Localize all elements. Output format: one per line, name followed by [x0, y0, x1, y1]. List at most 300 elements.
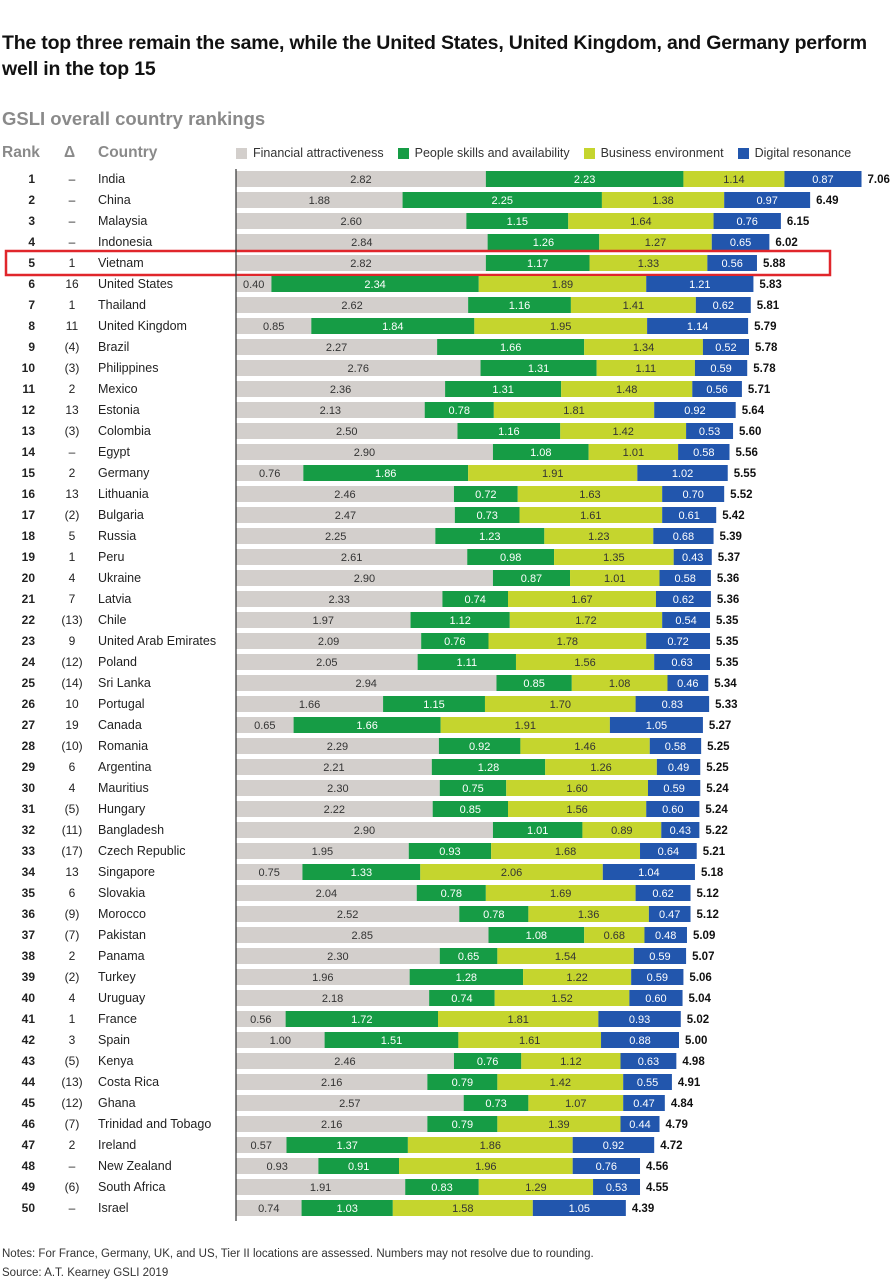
country-label: Sri Lanka	[98, 676, 151, 690]
segment-value-label: 1.86	[479, 1140, 501, 1152]
segment-value-label: 1.16	[498, 426, 520, 438]
segment-value-label: 1.41	[622, 300, 645, 312]
rank-label: 37	[21, 928, 35, 942]
segment-value-label: 2.76	[347, 363, 369, 375]
delta-label: –	[68, 172, 76, 186]
total-value-label: 5.79	[754, 321, 777, 333]
segment-value-label: 1.11	[456, 657, 478, 669]
rank-label: 38	[21, 949, 35, 963]
segment-value-label: 1.01	[622, 447, 645, 459]
segment-value-label: 0.62	[652, 888, 674, 900]
total-value-label: 5.35	[716, 615, 739, 627]
country-label: France	[98, 1012, 137, 1026]
segment-value-label: 1.22	[566, 972, 588, 984]
segment-value-label: 1.96	[475, 1161, 497, 1173]
segment-value-label: 1.69	[550, 888, 572, 900]
segment-value-label: 0.57	[250, 1140, 272, 1152]
segment-value-label: 0.60	[645, 993, 667, 1005]
segment-value-label: 1.11	[635, 363, 657, 375]
segment-value-label: 2.30	[327, 783, 349, 795]
segment-value-label: 2.21	[323, 762, 345, 774]
segment-value-label: 0.63	[671, 657, 693, 669]
delta-label: (5)	[64, 802, 80, 816]
segment-value-label: 0.62	[672, 594, 695, 606]
country-label: Kenya	[98, 1054, 134, 1068]
rank-label: 33	[21, 844, 35, 858]
segment-value-label: 1.31	[492, 384, 514, 396]
total-value-label: 5.36	[716, 573, 740, 585]
delta-label: 13	[65, 487, 79, 501]
total-value-label: 5.04	[688, 993, 711, 1005]
segment-value-label: 1.78	[556, 636, 579, 648]
segment-value-label: 2.36	[329, 384, 352, 396]
segment-value-label: 0.74	[464, 594, 486, 606]
country-label: Argentina	[98, 760, 152, 774]
segment-value-label: 2.46	[334, 1056, 356, 1068]
delta-label: –	[68, 445, 76, 459]
segment-value-label: 0.85	[459, 804, 482, 816]
segment-value-label: 1.72	[575, 615, 597, 627]
segment-value-label: 0.76	[444, 636, 466, 648]
segment-value-label: 2.04	[315, 888, 338, 900]
country-label: Estonia	[98, 403, 140, 417]
rank-label: 29	[21, 760, 35, 774]
total-value-label: 5.81	[756, 300, 780, 312]
segment-value-label: 1.91	[542, 468, 564, 480]
country-label: Latvia	[98, 592, 132, 606]
segment-value-label: 0.91	[348, 1161, 370, 1173]
rank-label: 36	[21, 907, 35, 921]
rank-label: 1	[28, 172, 35, 186]
country-label: Trinidad and Tobago	[98, 1117, 212, 1131]
segment-value-label: 1.15	[506, 216, 529, 228]
delta-label: –	[68, 235, 76, 249]
total-value-label: 7.06	[867, 174, 890, 186]
rank-label: 28	[21, 739, 35, 753]
delta-label: (11)	[61, 823, 83, 837]
rank-label: 18	[21, 529, 35, 543]
segment-value-label: 0.46	[677, 678, 699, 690]
segment-value-label: 1.26	[532, 237, 555, 249]
delta-label: 13	[65, 403, 79, 417]
segment-value-label: 1.36	[577, 909, 600, 921]
segment-value-label: 0.47	[658, 909, 681, 921]
segment-value-label: 1.14	[723, 174, 745, 186]
segment-value-label: 0.93	[266, 1161, 288, 1173]
country-label: Russia	[98, 529, 137, 543]
segment-value-label: 1.89	[551, 279, 574, 291]
total-value-label: 5.78	[753, 363, 776, 375]
segment-value-label: 1.97	[312, 615, 334, 627]
rank-label: 39	[21, 970, 35, 984]
delta-label: 2	[68, 382, 76, 396]
delta-label: (12)	[61, 1096, 83, 1110]
segment-value-label: 0.54	[675, 615, 697, 627]
country-label: United States	[98, 277, 174, 291]
segment-value-label: 0.58	[664, 741, 687, 753]
segment-value-label: 1.95	[311, 846, 334, 858]
country-label: Portugal	[98, 697, 145, 711]
segment-value-label: 2.34	[364, 279, 386, 291]
segment-value-label: 1.58	[452, 1203, 474, 1215]
country-label: Ukraine	[98, 571, 142, 585]
segment-value-label: 1.08	[608, 678, 631, 690]
segment-value-label: 2.29	[326, 741, 349, 753]
country-label: Turkey	[98, 970, 136, 984]
country-label: Bulgaria	[98, 508, 144, 522]
delta-label: (14)	[61, 676, 83, 690]
segment-value-label: 1.00	[269, 1035, 292, 1047]
country-label: Malaysia	[98, 214, 148, 228]
segment-value-label: 2.47	[334, 510, 357, 522]
rank-label: 34	[21, 865, 35, 879]
segment-value-label: 1.66	[298, 699, 321, 711]
country-label: India	[98, 172, 126, 186]
total-value-label: 5.83	[759, 279, 782, 291]
rank-label: 35	[21, 886, 35, 900]
delta-label: 1	[68, 298, 76, 312]
segment-value-label: 1.81	[563, 405, 585, 417]
country-label: Peru	[98, 550, 125, 564]
delta-label: 6	[68, 886, 76, 900]
segment-value-label: 1.42	[612, 426, 634, 438]
segment-value-label: 1.63	[579, 489, 601, 501]
total-value-label: 4.72	[660, 1140, 683, 1152]
total-value-label: 5.00	[685, 1035, 708, 1047]
country-label: Bangladesh	[98, 823, 165, 837]
segment-value-label: 0.60	[662, 804, 684, 816]
source-text: Source: A.T. Kearney GSLI 2019	[2, 1267, 169, 1279]
delta-label: (10)	[61, 739, 83, 753]
delta-label: –	[68, 1159, 76, 1173]
rank-label: 30	[21, 781, 35, 795]
segment-value-label: 2.57	[339, 1098, 361, 1110]
segment-value-label: 0.53	[605, 1182, 628, 1194]
segment-value-label: 1.96	[312, 972, 334, 984]
segment-value-label: 1.23	[588, 531, 610, 543]
total-value-label: 5.71	[747, 384, 771, 396]
segment-value-label: 1.37	[336, 1140, 358, 1152]
segment-value-label: 1.61	[580, 510, 602, 522]
country-label: Vietnam	[98, 256, 144, 270]
segment-value-label: 1.29	[525, 1182, 547, 1194]
segment-value-label: 1.35	[603, 552, 625, 564]
segment-value-label: 1.14	[686, 321, 709, 333]
total-value-label: 4.98	[682, 1056, 705, 1068]
segment-value-label: 2.50	[336, 426, 358, 438]
segment-value-label: 0.76	[258, 468, 281, 480]
chart-notes	[2, 1245, 594, 1283]
rank-label: 31	[21, 802, 35, 816]
delta-column-header: Δ	[64, 144, 76, 161]
segment-value-label: 1.33	[350, 867, 373, 879]
total-value-label: 5.52	[730, 489, 753, 501]
delta-label: (3)	[64, 361, 80, 375]
segment-value-label: 0.72	[667, 636, 689, 648]
segment-value-label: 1.70	[549, 699, 571, 711]
segment-value-label: 1.81	[507, 1014, 529, 1026]
total-value-label: 5.34	[714, 678, 737, 690]
total-value-label: 5.55	[733, 468, 757, 480]
segment-value-label: 0.59	[710, 363, 732, 375]
total-value-label: 5.24	[705, 804, 728, 816]
segment-value-label: 1.66	[356, 720, 378, 732]
segment-value-label: 1.08	[530, 447, 552, 459]
delta-label: 3	[68, 1033, 76, 1047]
segment-value-label: 0.78	[448, 405, 470, 417]
segment-value-label: 0.73	[485, 1098, 507, 1110]
segment-value-label: 0.53	[698, 426, 721, 438]
segment-value-label: 0.59	[663, 783, 685, 795]
segment-value-label: 2.46	[334, 489, 356, 501]
rank-label: 24	[21, 655, 35, 669]
segment-value-label: 2.90	[353, 447, 376, 459]
segment-value-label: 0.56	[706, 384, 728, 396]
segment-value-label: 2.62	[341, 300, 363, 312]
segment-value-label: 1.28	[477, 762, 500, 774]
segment-value-label: 1.31	[527, 363, 550, 375]
delta-label: 1	[68, 550, 76, 564]
delta-label: (13)	[61, 1075, 83, 1089]
delta-label: (12)	[61, 655, 83, 669]
segment-value-label: 2.27	[325, 342, 348, 354]
segment-value-label: 0.70	[682, 489, 704, 501]
rank-label: 17	[21, 508, 35, 522]
segment-value-label: 0.93	[439, 846, 461, 858]
segment-value-label: 0.75	[258, 867, 280, 879]
rank-column-header: Rank	[2, 144, 40, 161]
segment-value-label: 0.93	[628, 1014, 651, 1026]
segment-value-label: 2.61	[340, 552, 363, 564]
segment-value-label: 0.68	[672, 531, 695, 543]
rank-label: 11	[22, 382, 35, 396]
rank-label: 14	[21, 445, 35, 459]
delta-label: 5	[68, 529, 76, 543]
segment-value-label: 1.39	[548, 1119, 570, 1131]
country-label: Uruguay	[98, 991, 146, 1005]
country-label: Chile	[98, 613, 127, 627]
segment-value-label: 0.43	[669, 825, 692, 837]
total-value-label: 5.27	[708, 720, 732, 732]
country-label: United Kingdom	[98, 319, 187, 333]
total-value-label: 5.88	[762, 258, 786, 270]
delta-label: 4	[68, 991, 76, 1005]
segment-value-label: 2.90	[353, 825, 376, 837]
country-label: United Arab Emirates	[98, 634, 217, 648]
total-value-label: 5.35	[716, 657, 739, 669]
segment-value-label: 2.82	[350, 174, 372, 186]
segment-value-label: 1.88	[308, 195, 330, 207]
rank-label: 42	[21, 1033, 35, 1047]
country-label: Philippines	[98, 361, 159, 375]
segment-value-label: 1.52	[551, 993, 573, 1005]
total-value-label: 5.06	[689, 972, 712, 984]
total-value-label: 5.64	[741, 405, 765, 417]
delta-label: 1	[68, 256, 76, 270]
segment-value-label: 2.94	[355, 678, 377, 690]
total-value-label: 6.02	[775, 237, 798, 249]
segment-value-label: 0.88	[629, 1035, 651, 1047]
notes-text: Notes: For France, Germany, UK, and US, Tier II locations are assessed. Numbers may not resolve due to rounding.	[2, 1248, 594, 1260]
segment-value-label: 0.74	[451, 993, 473, 1005]
segment-value-label: 0.73	[476, 510, 498, 522]
segment-value-label: 1.34	[632, 342, 655, 354]
segment-value-label: 1.16	[508, 300, 531, 312]
segment-value-label: 2.82	[350, 258, 372, 270]
segment-value-label: 1.66	[499, 342, 522, 354]
segment-value-label: 1.28	[455, 972, 478, 984]
country-label: Indonesia	[98, 235, 153, 249]
total-value-label: 5.09	[692, 930, 716, 942]
segment-value-label: 1.56	[574, 657, 596, 669]
segment-value-label: 0.56	[721, 258, 743, 270]
country-column-header: Country	[98, 144, 158, 161]
country-label: Mauritius	[98, 781, 149, 795]
total-value-label: 5.22	[705, 825, 728, 837]
segment-value-label: 0.63	[637, 1056, 660, 1068]
segment-value-label: 0.59	[646, 972, 669, 984]
total-value-label: 5.56	[735, 447, 758, 459]
segment-value-label: 0.78	[440, 888, 463, 900]
segment-value-label: 2.16	[320, 1119, 343, 1131]
rank-label: 40	[21, 991, 35, 1005]
delta-label: (7)	[64, 1117, 80, 1131]
segment-value-label: 0.89	[611, 825, 633, 837]
segment-value-label: 0.64	[657, 846, 680, 858]
segment-value-label: 0.92	[684, 405, 706, 417]
segment-value-label: 1.95	[550, 321, 572, 333]
country-label: Czech Republic	[98, 844, 186, 858]
segment-value-label: 1.07	[565, 1098, 587, 1110]
segment-value-label: 2.06	[500, 867, 523, 879]
country-label: China	[98, 193, 131, 207]
segment-value-label: 0.61	[678, 510, 700, 522]
rank-label: 19	[21, 550, 35, 564]
delta-label: 16	[65, 277, 79, 291]
segment-value-label: 0.97	[756, 195, 778, 207]
rank-label: 41	[21, 1012, 35, 1026]
delta-label: (17)	[61, 844, 83, 858]
segment-value-label: 0.49	[667, 762, 690, 774]
country-label: Canada	[98, 718, 142, 732]
country-label: Egypt	[98, 445, 130, 459]
segment-value-label: 0.92	[602, 1140, 625, 1152]
segment-value-label: 0.58	[693, 447, 715, 459]
segment-value-label: 1.67	[571, 594, 593, 606]
delta-label: (13)	[61, 613, 83, 627]
rank-label: 5	[28, 256, 35, 270]
segment-value-label: 0.59	[649, 951, 671, 963]
delta-label: 9	[68, 634, 76, 648]
delta-label: (9)	[64, 907, 80, 921]
segment-value-label: 0.87	[812, 174, 834, 186]
rank-label: 43	[21, 1054, 35, 1068]
total-value-label: 5.07	[692, 951, 715, 963]
total-value-label: 6.49	[816, 195, 839, 207]
segment-value-label: 1.05	[568, 1203, 591, 1215]
country-label: South Africa	[98, 1180, 166, 1194]
segment-value-label: 1.60	[566, 783, 588, 795]
total-value-label: 4.84	[670, 1098, 694, 1110]
country-label: Mexico	[98, 382, 138, 396]
rank-label: 44	[21, 1075, 35, 1089]
segment-value-label: 2.25	[491, 195, 513, 207]
rank-label: 25	[21, 676, 35, 690]
delta-label: 4	[68, 781, 76, 795]
segment-value-label: 2.60	[340, 216, 362, 228]
total-value-label: 4.79	[665, 1119, 688, 1131]
segment-value-label: 0.85	[523, 678, 545, 690]
segment-value-label: 0.75	[462, 783, 484, 795]
total-value-label: 4.56	[646, 1161, 669, 1173]
segment-value-label: 0.76	[595, 1161, 618, 1173]
rank-label: 3	[28, 214, 35, 228]
delta-label: (2)	[64, 508, 80, 522]
segment-value-label: 0.56	[250, 1014, 272, 1026]
segment-value-label: 0.68	[603, 930, 626, 942]
country-label: Brazil	[98, 340, 130, 354]
total-value-label: 5.33	[715, 699, 738, 711]
segment-value-label: 1.21	[689, 279, 711, 291]
total-value-label: 5.18	[700, 867, 724, 879]
chart-subtitle: GSLI overall country rankings	[2, 108, 266, 129]
total-value-label: 4.91	[677, 1077, 701, 1089]
total-value-label: 4.55	[646, 1182, 669, 1194]
legend-label-people: People skills and availability	[414, 146, 570, 160]
legend-label-business: Business environment	[600, 146, 724, 160]
segment-value-label: 0.85	[262, 321, 285, 333]
total-value-label: 4.39	[631, 1203, 655, 1215]
segment-value-label: 1.05	[645, 720, 668, 732]
segment-value-label: 1.48	[616, 384, 638, 396]
segment-value-label: 1.68	[554, 846, 577, 858]
country-label: Ireland	[98, 1138, 137, 1152]
rank-label: 26	[21, 697, 35, 711]
delta-label: –	[68, 1201, 76, 1215]
total-value-label: 5.42	[722, 510, 745, 522]
segment-value-label: 0.47	[633, 1098, 655, 1110]
delta-label: 7	[68, 592, 76, 606]
country-label: Germany	[98, 466, 150, 480]
rank-label: 32	[21, 823, 35, 837]
total-value-label: 5.39	[719, 531, 742, 543]
segment-value-label: 0.44	[629, 1119, 651, 1131]
delta-label: 11	[65, 319, 79, 333]
segment-value-label: 2.13	[319, 405, 342, 417]
segment-value-label: 2.85	[351, 930, 373, 942]
delta-label: (6)	[64, 1180, 80, 1194]
rank-label: 46	[21, 1117, 35, 1131]
total-value-label: 6.15	[786, 216, 810, 228]
segment-value-label: 1.12	[449, 615, 471, 627]
segment-value-label: 2.84	[351, 237, 373, 249]
total-value-label: 5.35	[716, 636, 739, 648]
country-label: Morocco	[98, 907, 146, 921]
segment-value-label: 0.48	[654, 930, 677, 942]
total-value-label: 5.37	[717, 552, 741, 564]
segment-value-label: 1.33	[637, 258, 660, 270]
segment-value-label: 2.18	[321, 993, 344, 1005]
total-value-label: 5.02	[686, 1014, 710, 1026]
total-value-label: 5.25	[707, 741, 730, 753]
delta-label: (7)	[64, 928, 80, 942]
segment-value-label: 1.38	[652, 195, 674, 207]
segment-value-label: 1.08	[525, 930, 548, 942]
segment-value-label: 0.58	[674, 573, 696, 585]
legend-label-digital: Digital resonance	[754, 146, 852, 160]
delta-label: 10	[65, 697, 79, 711]
segment-value-label: 1.51	[380, 1035, 403, 1047]
